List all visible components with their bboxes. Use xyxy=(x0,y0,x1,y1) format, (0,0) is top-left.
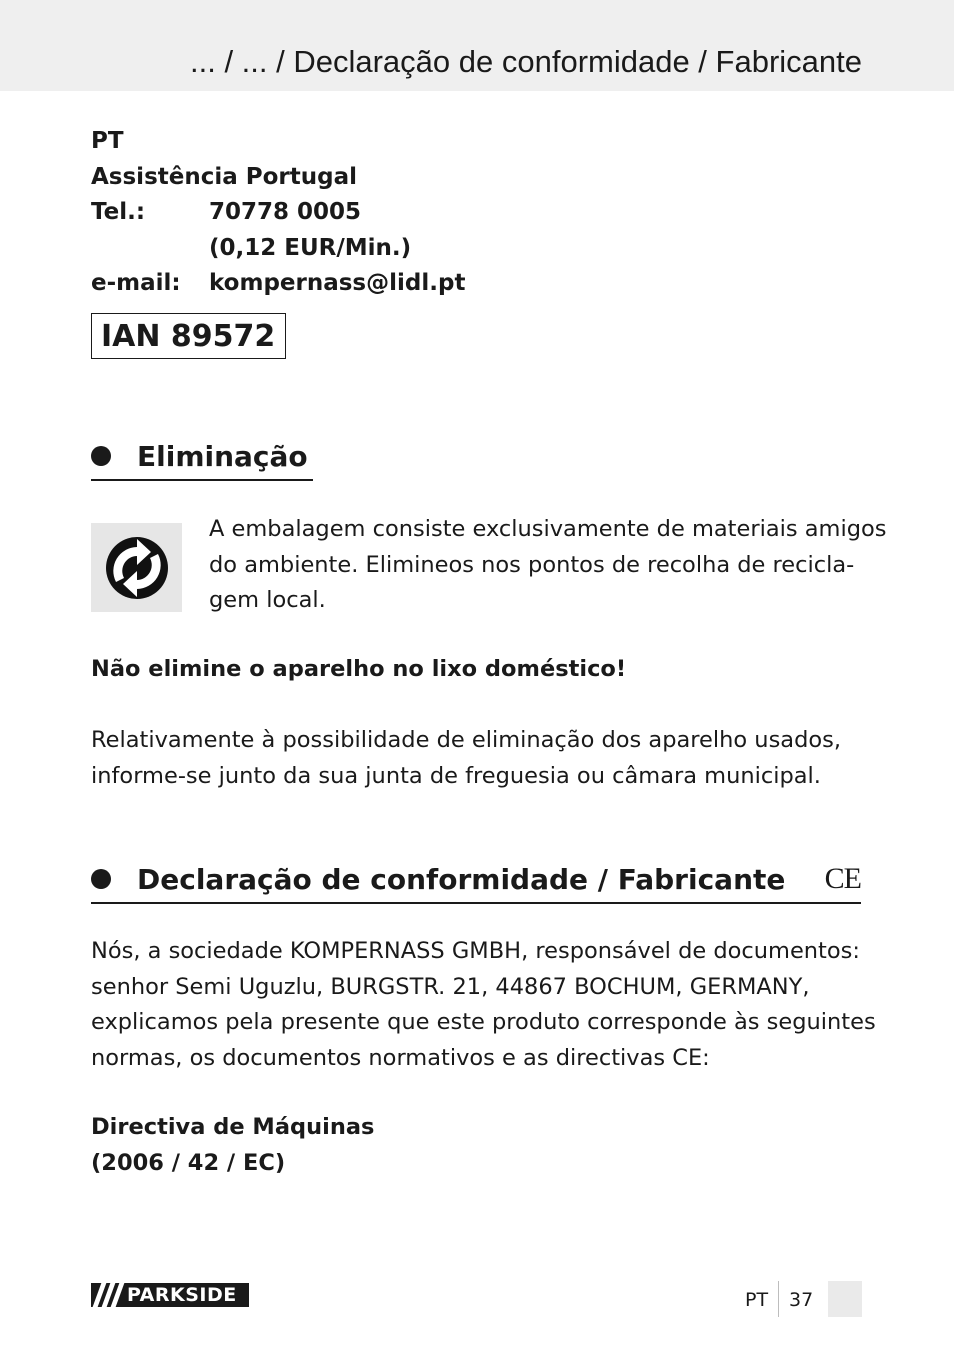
disposal-info xyxy=(91,723,841,794)
ce-mark-icon: CE xyxy=(824,862,861,895)
packaging-text xyxy=(209,512,886,619)
contact-rate-row xyxy=(91,231,465,267)
bullet-icon xyxy=(91,869,111,889)
contact-email-row xyxy=(91,266,465,302)
directive-line: Directiva de Máquinas xyxy=(91,1114,375,1140)
disposal-warning: Não elimine o aparelho no lixo doméstico! xyxy=(91,656,627,682)
contact-tel-value: 70778 0005 xyxy=(209,199,362,225)
conformity-line: normas, os documentos normativos e as directivas CE: xyxy=(91,1044,710,1071)
disposal-heading-text: Eliminação xyxy=(137,439,308,473)
contact-tel-rate: (0,12 EUR/Min.) xyxy=(209,234,412,261)
contact-country: PT xyxy=(91,128,124,154)
footer-tab-box xyxy=(828,1281,862,1317)
page-header-title: ... / ... / Declaração de conformidade / Fabricante xyxy=(190,44,862,79)
parkside-logo xyxy=(91,1283,249,1307)
conformity-body xyxy=(91,934,876,1076)
contact-email-label: e-mail: xyxy=(91,270,181,296)
disposal-info-line: informe-se junto da sua junta de freguesia ou câmara municipal. xyxy=(91,762,821,789)
conformity-line: Nós, a sociedade KOMPERNASS GMBH, responsável de documentos: xyxy=(91,938,860,964)
footer-language: PT xyxy=(745,1289,769,1311)
contact-block xyxy=(91,124,465,302)
logo-wordmark: PARKSIDE xyxy=(127,1284,237,1306)
packaging-line: A embalagem consiste exclusivamente de materiais amigos xyxy=(209,516,887,542)
directive-line: (2006 / 42 / EC) xyxy=(91,1149,286,1176)
conformity-line: senhor Semi Uguzlu, BURGSTR. 21, 44867 BOCHUM, GERMANY, xyxy=(91,973,810,1000)
packaging-line: gem local. xyxy=(209,587,326,613)
bullet-icon xyxy=(91,446,111,466)
packaging-line: do ambiente. Elimineos nos pontos de recolha de recicla- xyxy=(209,551,855,578)
contact-email-value: kompernass@lidl.pt xyxy=(209,270,466,296)
logo-stripes-icon xyxy=(91,1283,127,1307)
conformity-heading-text: Declaração de conformidade / Fabricante xyxy=(137,862,786,896)
conformity-line: explicamos pela presente que este produto corresponde às seguintes xyxy=(91,1009,876,1035)
conformity-heading xyxy=(91,856,861,904)
disposal-info-line: Relativamente à possibilidade de eliminação dos aparelho usados, xyxy=(91,727,842,753)
footer-divider xyxy=(778,1281,779,1317)
contact-tel-label: Tel.: xyxy=(91,199,146,225)
contact-tel-row xyxy=(91,195,465,231)
green-dot-recycle-icon xyxy=(104,535,170,601)
directive-block xyxy=(91,1110,374,1181)
recycle-symbol-box xyxy=(91,523,182,612)
page-number: 37 xyxy=(789,1289,814,1311)
ian-number-box: IAN 89572 xyxy=(91,313,286,359)
contact-name: Assistência Portugal xyxy=(91,163,358,190)
disposal-heading xyxy=(91,433,313,481)
